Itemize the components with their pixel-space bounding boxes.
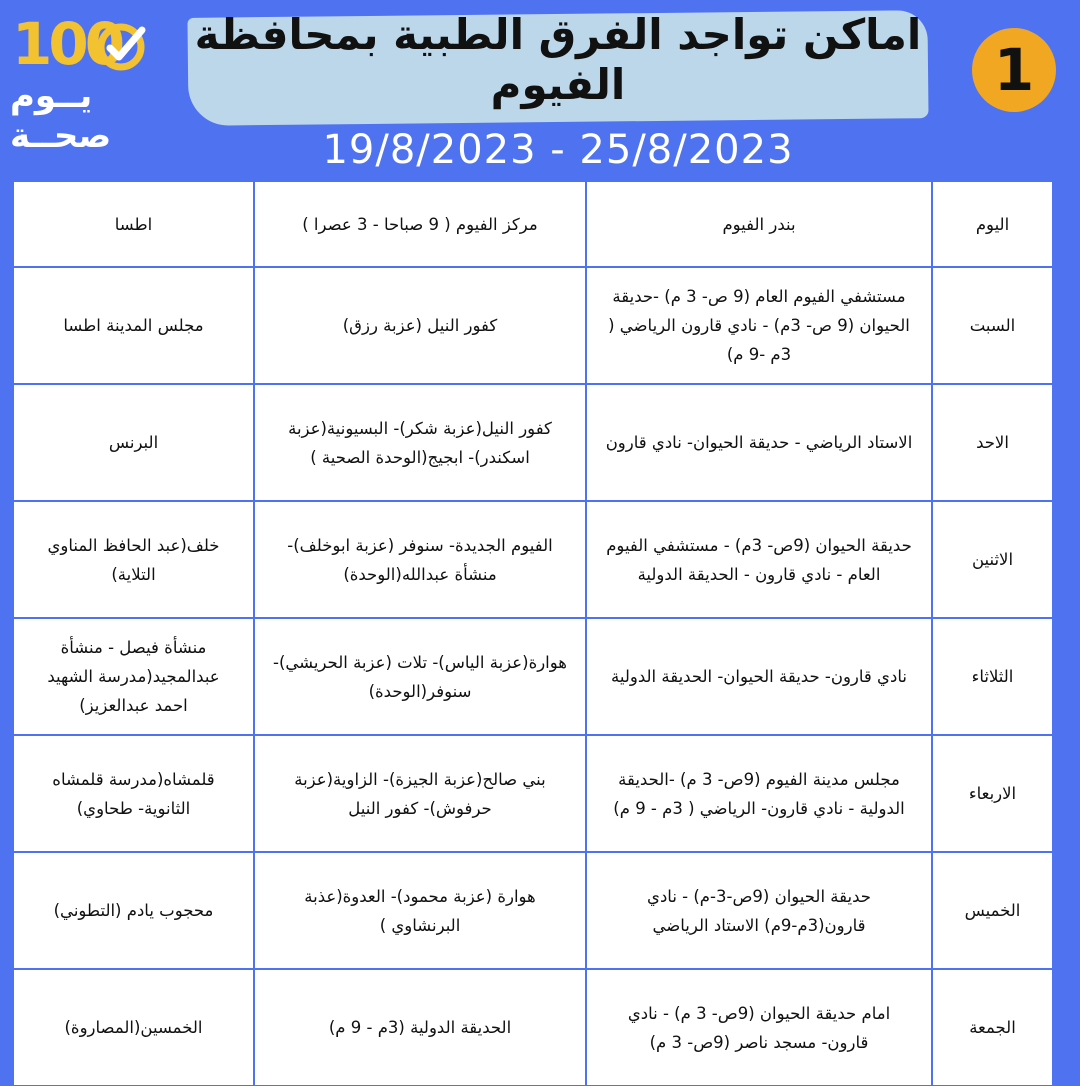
table-row	[13, 501, 1053, 618]
day-cell: الجمعة	[932, 969, 1053, 1086]
atsa-cell: خلف(عبد الحافظ المناوي التلاية)	[13, 501, 254, 618]
table-row	[13, 969, 1053, 1086]
day-cell: الاحد	[932, 384, 1053, 501]
atsa-cell: منشأة فيصل - منشأة عبدالمجيد(مدرسة الشهيد احمد عبدالعزيز)	[13, 618, 254, 735]
header-day: اليوم	[932, 181, 1053, 267]
table-row	[13, 618, 1053, 735]
markaz-cell: الفيوم الجديدة- سنوفر (عزبة ابوخلف)-منشأة عبدالله(الوحدة)	[254, 501, 586, 618]
bandar-cell: الاستاد الرياضي - حديقة الحيوان- نادي قارون	[586, 384, 932, 501]
page-title: اماكن تواجد الفرق الطبية بمحافظة الفيوم	[194, 10, 922, 109]
bandar-cell: حديقة الحيوان (9ص- 3م) - مستشفي الفيوم العام - نادي قارون - الحديقة الدولية	[586, 501, 932, 618]
table-row	[13, 852, 1053, 969]
number-badge: 1	[972, 28, 1056, 112]
logo-word-line2: صحــة	[10, 116, 112, 156]
day-cell: الاثنين	[932, 501, 1053, 618]
logo-word-line1: يــوم	[10, 76, 93, 116]
logo	[10, 10, 150, 156]
logo-number: 100	[12, 10, 122, 78]
atsa-cell: محجوب يادم (التطوني)	[13, 852, 254, 969]
bandar-cell: حديقة الحيوان (9ص-3-م) - نادي قارون(3م-9م) الاستاد الرياضي	[586, 852, 932, 969]
day-cell: الاربعاء	[932, 735, 1053, 852]
day-cell: السبت	[932, 267, 1053, 384]
header-bandar: بندر الفيوم	[586, 181, 932, 267]
day-cell: الثلاثاء	[932, 618, 1053, 735]
atsa-cell: مجلس المدينة اطسا	[13, 267, 254, 384]
bandar-cell: مجلس مدينة الفيوم (9ص- 3 م) -الحديقة الدولية - نادي قارون- الرياضي ( 3م - 9 م)	[586, 735, 932, 852]
markaz-cell: الحديقة الدولية (3م - 9 م)	[254, 969, 586, 1086]
bandar-cell: نادي قارون- حديقة الحيوان- الحديقة الدولية	[586, 618, 932, 735]
table-row	[13, 267, 1053, 384]
markaz-cell: كفور النيل(عزبة شكر)- البسيونية(عزبة اسكندر)- ابجيج(الوحدة الصحية )	[254, 384, 586, 501]
header-atsa: اطسا	[13, 181, 254, 267]
bandar-cell: امام حديقة الحيوان (9ص- 3 م) - نادي قارون- مسجد ناصر (9ص- 3 م)	[586, 969, 932, 1086]
markaz-cell: بني صالح(عزبة الجيزة)- الزاوية(عزبة حرفوش)- كفور النيل	[254, 735, 586, 852]
atsa-cell: الخمسين(المصاروة)	[13, 969, 254, 1086]
day-cell: الخميس	[932, 852, 1053, 969]
checkmark-icon	[96, 22, 146, 72]
atsa-cell: البرنس	[13, 384, 254, 501]
date-range: 19/8/2023 - 25/8/2023	[322, 127, 794, 173]
schedule-table	[13, 181, 1053, 1086]
markaz-cell: هوارة(عزبة الياس)- تلات (عزبة الحريشي)-سنوفر(الوحدة)	[254, 618, 586, 735]
table-row	[13, 384, 1053, 501]
header-markaz: مركز الفيوم ( 9 صباحا - 3 عصرا )	[254, 181, 586, 267]
bandar-cell: مستشفي الفيوم العام (9 ص- 3 م) -حديقة الحيوان (9 ص- 3م) - نادي قارون الرياضي ( 3م -9 م)	[586, 267, 932, 384]
atsa-cell: قلمشاه(مدرسة قلمشاه الثانوية- طحاوي)	[13, 735, 254, 852]
table-header-row	[13, 181, 1053, 267]
table-row	[13, 735, 1053, 852]
markaz-cell: هوارة (عزبة محمود)- العدوة(عذبة البرنشاوي )	[254, 852, 586, 969]
markaz-cell: كفور النيل (عزبة رزق)	[254, 267, 586, 384]
